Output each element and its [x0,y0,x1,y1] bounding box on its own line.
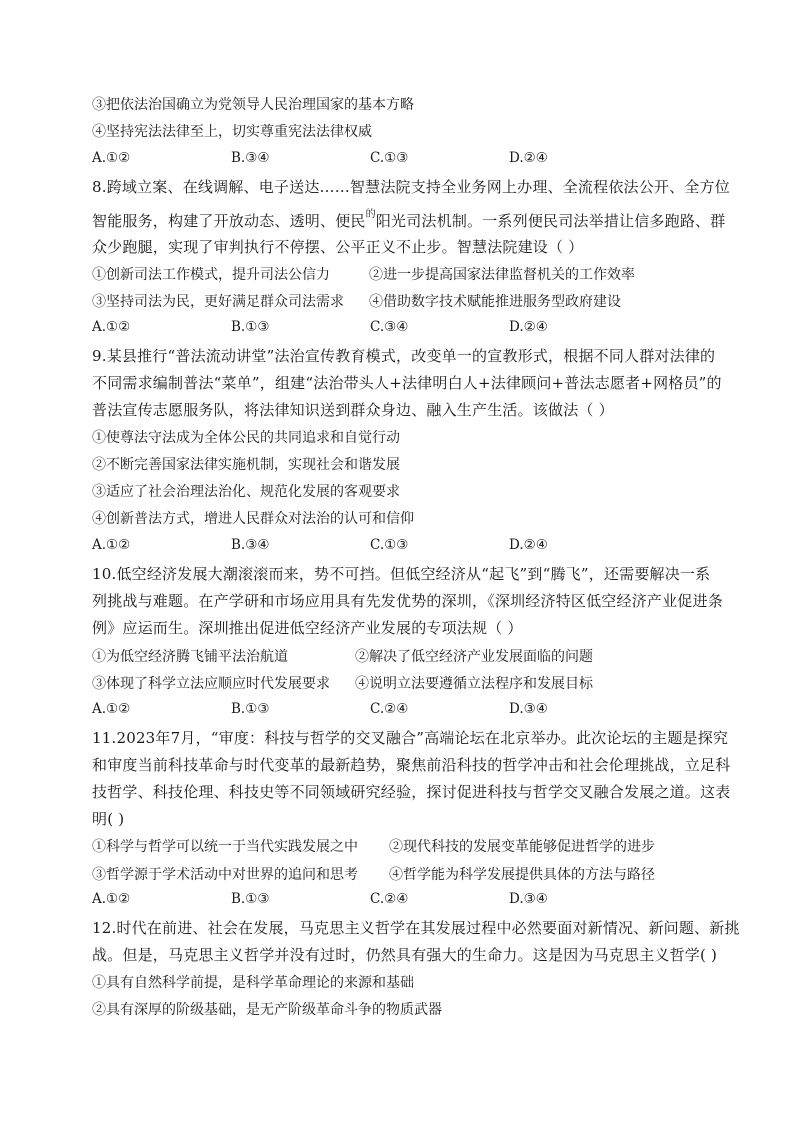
q7-option-d: D.②④ [509,150,548,166]
q8-statements-row-1 [92,264,712,284]
q11-options [92,891,712,911]
q8-statement-4: ④借助数字技术赋能推进服务型政府建设 [369,294,621,310]
q10-statement-3: ③体现了科学立法应顺应时代发展要求 [92,676,330,692]
q8-option-b: B.①③ [231,319,270,335]
q11-statement-3: ③哲学源于学术活动中对世界的追问和思考 [92,867,358,883]
q11-option-d: D.③④ [509,891,548,907]
q10-statement-1: ①为低空经济腾飞铺平法治航道 [92,649,288,665]
q8-options [92,319,712,339]
q10-stem-line-3: 例》应运而生。深圳推出促进低空经济产业发展的专项法规（ ） [92,619,523,637]
q11-statements-row-1 [92,836,712,856]
q8-stem-line-3: 众少跑腿，实现了审判执行不停摆、公平正义不止步。智慧法院建设（ ） [92,238,584,256]
q11-stem-line-4: 明( ) [92,810,125,828]
q8-statement-2: ②进一步提高国家法律监督机关的工作效率 [369,267,635,283]
q11-statement-4: ④哲学能为科学发展提供具体的方法与路径 [389,867,655,883]
q9-stem-line-3: 普法宣传志愿服务队，将法律知识送到群众身边、融入生产生活。该做法（ ） [92,401,614,419]
q11-stem-line-2: 和审度当前科技革命与时代变革的最新趋势，聚焦前沿科技的哲学冲击和社会伦理挑战，立足科 [92,756,731,774]
q9-statement-1: ①使尊法守法成为全体公民的共同追求和自觉行动 [92,430,400,446]
q8-stem-line-1: 8.跨域立案、在线调解、电子送达……智慧法院支持全业务网上办理、全流程依法公开、全方位 [92,178,730,196]
q9-options [92,537,712,557]
q9-option-d: D.②④ [509,537,548,553]
q9-option-a: A.①② [92,537,131,553]
q10-statements-row-2 [92,673,712,693]
q11-option-a: A.①② [92,891,131,907]
q10-statement-4: ④说明立法要遵循立法程序和发展目标 [355,676,593,692]
q11-statement-2: ②现代科技的发展变革能够促进哲学的进步 [389,839,655,855]
q8-option-c: C.③④ [370,319,409,335]
q7-option-b: B.③④ [231,150,270,166]
q9-option-b: B.③④ [231,537,270,553]
q9-option-c: C.①③ [370,537,409,553]
q12-stem-line-1: 12.时代在前进、社会在发展，马克思主义哲学在其发展过程中必然要面对新情况、新问题、新挑 [92,919,740,937]
q12-statement-2: ②具有深厚的阶级基础，是无产阶级革命斗争的物质武器 [92,1002,442,1018]
q10-option-c: C.②④ [370,701,409,717]
q8-statement-3: ③坚持司法为民，更好满足群众司法需求 [92,294,344,310]
q7-statement-4: ④坚持宪法法律至上，切实尊重宪法法律权威 [92,124,372,140]
q11-stem-line-1: 11.2023年7月，“审度：科技与哲学的交叉融合”高端论坛在北京举办。此次论坛的主题是探究 [92,729,729,747]
q10-statement-2: ②解决了低空经济产业发展面临的问题 [355,649,593,665]
q8-statements-row-2 [92,291,712,311]
q8-option-d: D.②④ [509,319,548,335]
q7-options [92,150,712,170]
q10-option-d: D.③④ [509,701,548,717]
q9-statement-3: ③适应了社会治理法治化、规范化发展的客观要求 [92,484,400,500]
q7-statement-3: ③把依法治国确立为党领导人民治理国家的基本方略 [92,97,414,113]
q11-stem-line-3: 技哲学、科技伦理、科技史等不同领域研究经验，探讨促进科技与哲学交叉融合发展之道。这表 [92,783,731,801]
q10-option-a: A.①② [92,701,131,717]
q8-stem-line-2: 智能服务，构建了开放动态、透明、便民$^的$阳光司法机制。一系列便民司法举措让信多跑路、群 [92,209,726,230]
q10-statements-row-1 [92,646,712,666]
q9-statement-2: ②不断完善国家法律实施机制，实现社会和谐发展 [92,457,400,473]
q11-option-b: B.①③ [231,891,270,907]
q11-statements-row-2 [92,864,712,884]
q10-stem-line-2: 列挑战与难题。在产学研和市场应用具有先发优势的深圳，《深圳经济特区低空经济产业促进条 [92,592,723,610]
q9-stem-line-2: 不同需求编制普法“菜单”，组建“法治带头人+法律明白人+法律顾问+普法志愿者+网格员”的 [92,374,722,392]
q10-stem-line-1: 10.低空经济发展大潮滚滚而来，势不可挡。但低空经济从“起飞”到“腾飞”，还需要解决一系 [92,565,711,583]
q12-stem-line-2: 战。但是，马克思主义哲学并没有过时，仍然具有强大的生命力。这是因为马克思主义哲学( ) [92,946,718,964]
q9-statement-4: ④创新普法方式，增进人民群众对法治的认可和信仰 [92,511,414,527]
q7-option-a: A.①② [92,150,131,166]
q8-option-a: A.①② [92,319,131,335]
q10-options [92,701,712,721]
q12-statement-1: ①具有自然科学前提，是科学革命理论的来源和基础 [92,975,414,991]
q10-option-b: B.①③ [231,701,270,717]
q8-statement-1: ①创新司法工作模式，提升司法公信力 [92,267,330,283]
q7-option-c: C.①③ [370,150,409,166]
q11-statement-1: ①科学与哲学可以统一于当代实践发展之中 [92,839,358,855]
q9-stem-line-1: 9.某县推行“普法流动讲堂”法治宣传教育模式，改变单一的宣教形式，根据不同人群对法律的 [92,347,716,365]
q11-option-c: C.②④ [370,891,409,907]
